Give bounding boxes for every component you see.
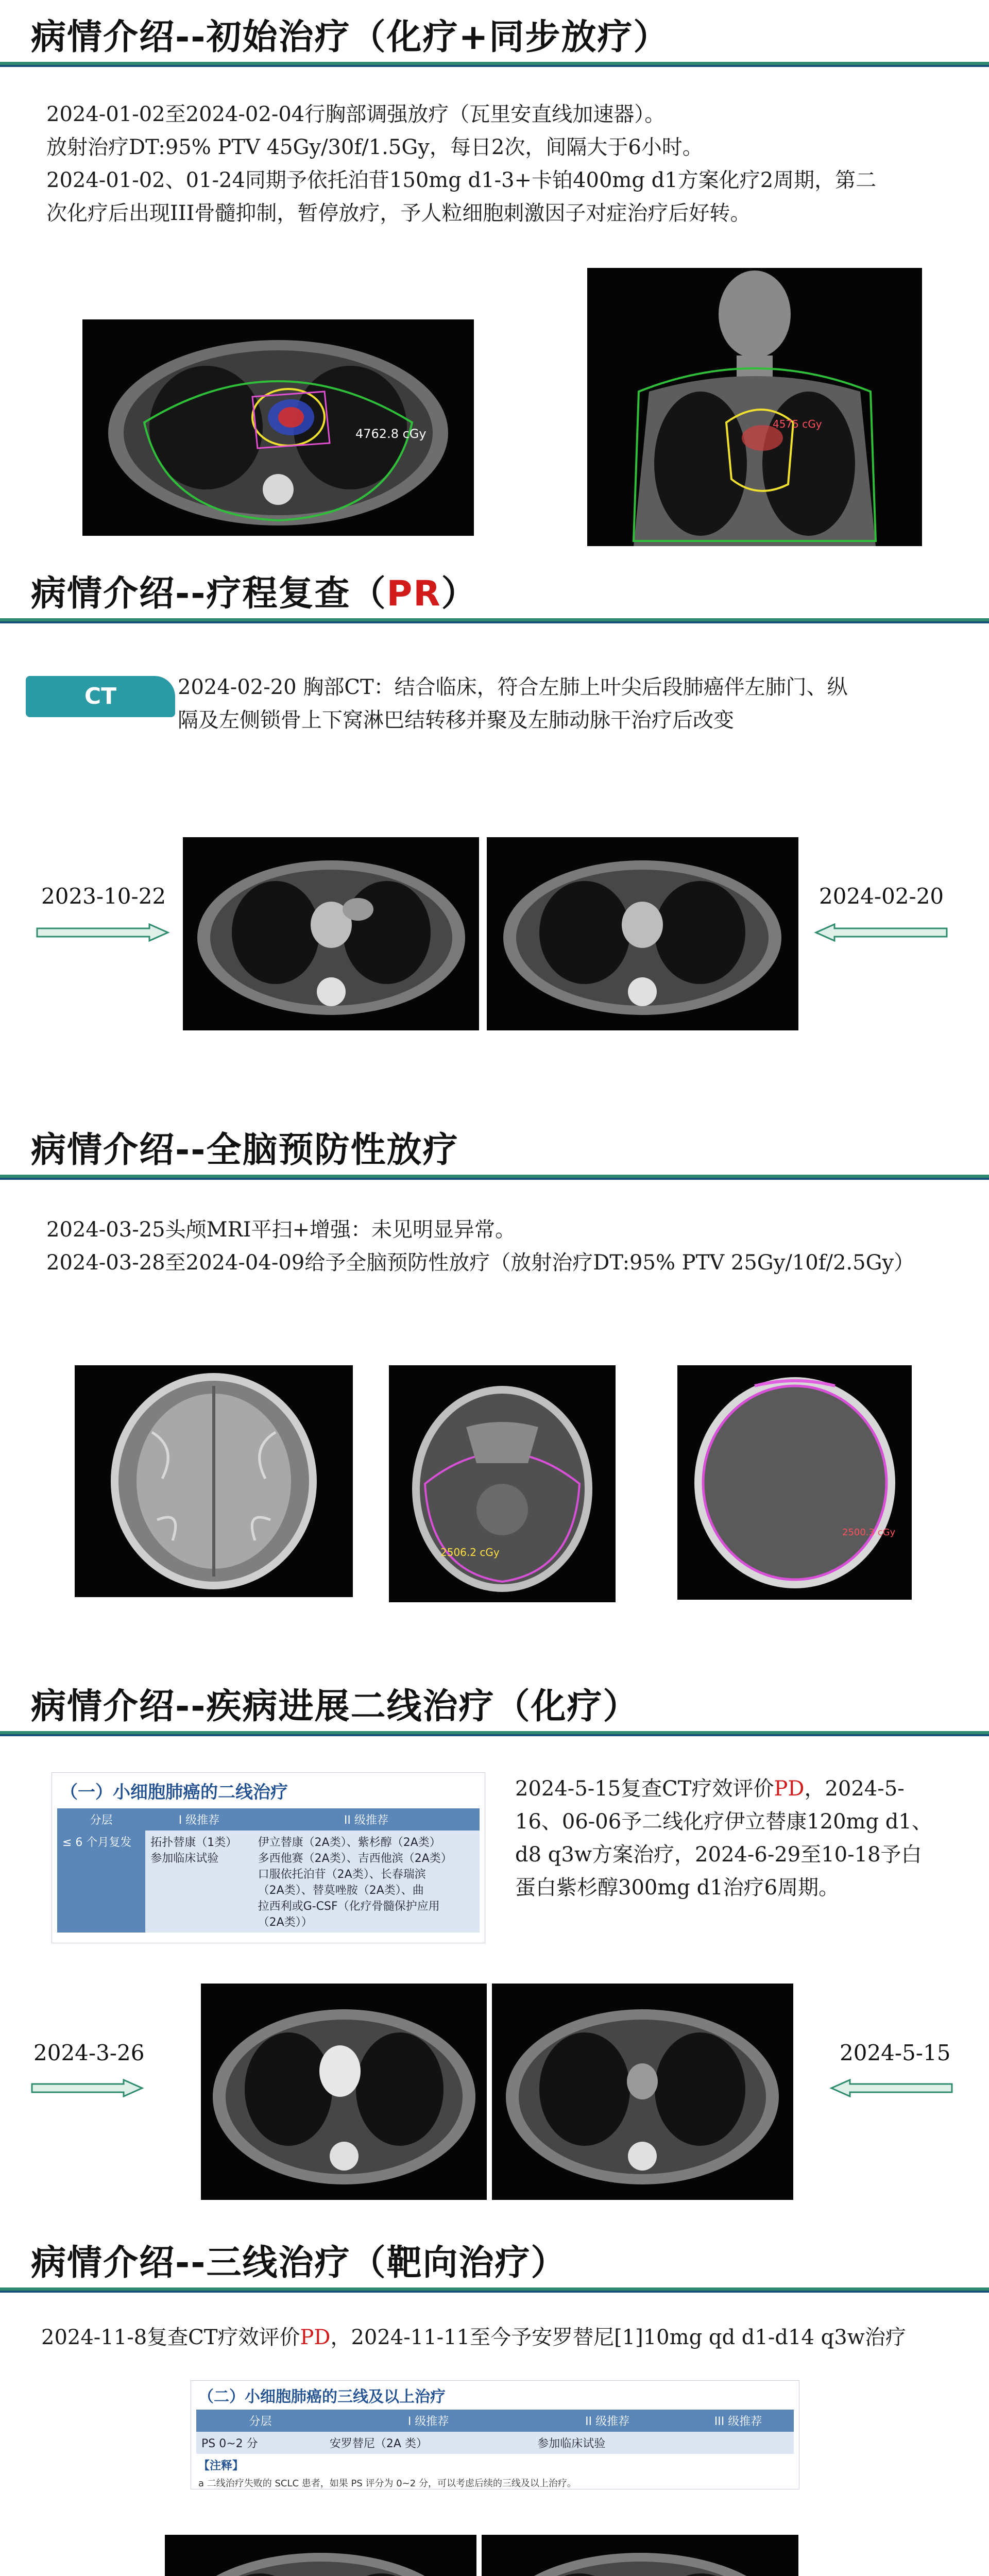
header-level1: I 级推荐 xyxy=(325,2410,532,2432)
slide-title: 病情介绍--疾病进展二线治疗（化疗） xyxy=(31,1686,639,1727)
chest-ct-before xyxy=(165,2535,476,2576)
brain-ct-plan-axial xyxy=(677,1365,912,1600)
slide-title: 病情介绍--三线治疗（靶向治疗） xyxy=(31,2243,567,2283)
arrow-right-icon xyxy=(36,923,170,942)
stratum-cell: PS 0~2 分 xyxy=(196,2432,325,2454)
header-level3: III 级推荐 xyxy=(683,2410,794,2432)
slide-second-line-chemo xyxy=(0,1669,989,2226)
date-left: 2024-3-26 xyxy=(33,2040,145,2065)
level1-cell: 安罗替尼（2A 类） xyxy=(325,2432,532,2454)
dose-label: 2506.2 cGy xyxy=(440,1546,500,1558)
guideline-table-third-line xyxy=(191,2380,799,2489)
level2-cell: 伊立替康（2A类）、紫杉醇（2A类） 多西他赛（2A类）、吉西他滨（2A类） 口服依托泊苷（2A类）、长春瑞滨 （2A类）、替莫唑胺（2A类）、曲 拉西利或G-CSF（化疗骨髓保护应用 （2A类）） xyxy=(253,1831,480,1933)
header-level2: II 级推荐 xyxy=(532,2410,683,2432)
header-stratum: 分层 xyxy=(57,1808,145,1831)
slide-title: 病情介绍--疗程复查（PR） xyxy=(31,573,478,614)
slide-follow-up-pr xyxy=(0,556,989,1113)
slide-title: 病情介绍--初始治疗（化疗+同步放疗） xyxy=(31,17,670,58)
guideline-table-second-line xyxy=(52,1772,485,1943)
date-right: 2024-5-15 xyxy=(840,2040,951,2065)
title-rule xyxy=(0,1175,989,1180)
slide-prophylactic-cranial-irradiation xyxy=(0,1113,989,1669)
slide-title: 病情介绍--全脑预防性放疗 xyxy=(31,1130,459,1171)
slide-initial-treatment xyxy=(0,0,989,556)
header-level2: II 级推荐 xyxy=(253,1808,480,1831)
guideline-title: （一）小细胞肺癌的二线治疗 xyxy=(60,1782,288,1803)
title-rule xyxy=(0,62,989,67)
arrow-left-icon xyxy=(829,2079,953,2097)
brain-ct-plan-skull-base xyxy=(389,1365,616,1602)
title-rule xyxy=(0,2287,989,2293)
level2-cell: 参加临床试验 xyxy=(532,2432,683,2454)
arrow-right-icon xyxy=(31,2079,144,2097)
date-right: 2024-02-20 xyxy=(819,884,944,909)
brain-mri xyxy=(75,1365,353,1597)
chest-ct-before xyxy=(183,837,479,1030)
header-level1: I 级推荐 xyxy=(145,1808,252,1831)
title-rule xyxy=(0,1731,989,1736)
dose-label: 2500.3 cGy xyxy=(842,1527,896,1538)
note-text: a 二线治疗失败的 SCLC 患者，如果 PS 评分为 0~2 分，可以考虑后续的三线及以上治疗。 xyxy=(198,2478,576,2489)
guideline-title: （二）小细胞肺癌的三线及以上治疗 xyxy=(198,2388,446,2406)
chest-ct-axial-plan xyxy=(82,319,474,536)
ct-badge: CT xyxy=(26,676,175,717)
dose-label: 4575 cGy xyxy=(773,418,822,430)
chest-ct-after xyxy=(492,1984,793,2200)
level1-cell: 拓扑替康（1类） 参加临床试验 xyxy=(145,1831,252,1933)
slide-third-line-targeted xyxy=(0,2226,989,2576)
pci-description: 2024-03-25头颅MRI平扫+增强：未见明显异常。 2024-03-28至2024-04-09给予全脑预防性放疗（放射治疗DT:95% PTV 25Gy/10f/2.5Gy） xyxy=(46,1218,915,1275)
level3-cell xyxy=(683,2432,794,2454)
header-stratum: 分层 xyxy=(196,2410,325,2432)
third-line-description: 2024-11-8复查CT疗效评价PD，2024-11-11至今予安罗替尼[1]10mg qd d1-d14 q3w治疗 xyxy=(41,2326,906,2349)
chest-ct-before xyxy=(201,1984,487,2200)
title-rule xyxy=(0,618,989,623)
ct-finding: 2024-02-20 胸部CT：结合临床，符合左肺上叶尖后段肺癌伴左肺门、纵 隔及左侧锁骨上下窝淋巴结转移并聚及左肺动脉干治疗后改变 xyxy=(178,675,848,732)
stratum-cell: ≤ 6 个月复发 xyxy=(57,1831,145,1933)
treatment-description: 2024-01-02至2024-02-04行胸部调强放疗（瓦里安直线加速器）。 放射治疗DT:95% PTV 45Gy/30f/1.5Gy，每日2次，间隔大于6小时。 2024-01-02、01-24同期予依托泊苷150mg d1-3+卡铂400mg d1方案化疗2周期，第二 次化疗后出现III骨髓抑制，暂停放疗，予人粒细胞刺激因子对症治疗后好转。 xyxy=(46,103,877,225)
chest-ct-after xyxy=(482,2535,798,2576)
chest-ct-after xyxy=(487,837,798,1030)
note-title: 【注释】 xyxy=(198,2460,244,2472)
arrow-left-icon xyxy=(814,923,948,942)
date-left: 2023-10-22 xyxy=(41,884,166,909)
second-line-description: 2024-5-15复查CT疗效评价PD，2024-5- 16、06-06予二线化疗伊立替康120mg d1、 d8 q3w方案治疗，2024-6-29至10-18予白 蛋白紫杉醇300mg d1治疗6周期。 xyxy=(515,1777,932,1900)
chest-ct-coronal-plan xyxy=(587,268,922,546)
dose-label: 4762.8 cGy xyxy=(355,427,427,441)
